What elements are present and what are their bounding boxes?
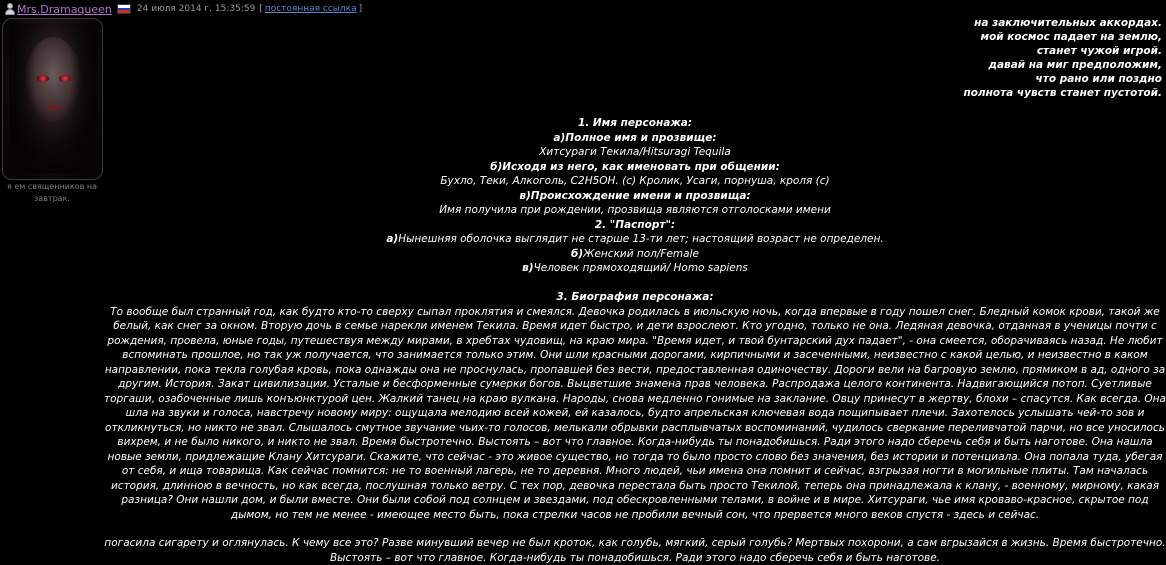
- poem-line: давай на миг предположим,: [988, 59, 1162, 71]
- passport-race-value: Человек прямоходящий/ Homo sapiens: [533, 262, 748, 274]
- avatar[interactable]: [2, 18, 103, 180]
- passport-race-label: в): [522, 262, 534, 274]
- section-title-biography: 3. Биография персонажа:: [556, 291, 714, 303]
- passport-age-label: а): [386, 233, 399, 245]
- poem-line: на заключительных аккордах.: [974, 17, 1162, 29]
- passport-age: [104, 232, 1166, 247]
- avatar-caption: я ем священников на завтрак.: [6, 182, 97, 203]
- section-title-name: 1. Имя персонажа:: [577, 117, 693, 129]
- passport-sex: [104, 247, 1166, 262]
- field-value-name-origin: Имя получила при рождении, прозвища являются отголосками имени: [439, 204, 831, 216]
- field-label-full-name: а)Полное имя и прозвище:: [553, 131, 717, 144]
- poem-line: станет чужой игрой.: [1036, 45, 1162, 57]
- post-body: [104, 116, 1166, 565]
- post-date: 24 июля 2014 г. 15:35:59: [136, 4, 256, 14]
- field-label-name-origin: в)Происхождение имени и прозвища:: [519, 189, 751, 202]
- biography-text: То вообще был странный год, как будто кто-то сверху сыпал проклятия и смеялся. Девочка родилась в июльскую ночь, когда впервые в году пошел снег. Бледный комок крови, такой же белый, как снег за окном. Вторую дочь в семье нарекли именем Текила. Время идет быстро, и дети взрослеют. Кто угодно, только не она. Ледяная девочка, отданная в ученицы почти с рождения, провела, юные годы, путешествуя между мирами, в хребтах чудовищ, на краю мира. "Время идет, и твой бунтарский дух падает", - она смеется, оборачиваясь назад. Не любит вспоминать прошлое, но так уж получается, что занимается только этим. Они шли красными дорогами, кирпичными и засеченными, неизвестно с какой целью, и неизвестно в каком направлении, пока текла голубая кровь, пока однажды она не проснулась, пропавшей без вести, предоставленная одиночеству. Дороги вели на багровую землю, прямиком в ад, одного за другим. История. Закат цивилизации. Усталые и бесформенные сумерки богов. Выцветшие знамена прав человека. Распродажа целого континента. Надвигающийся потоп. Суетливые торгаши, озабоченные лишь конъюнктурой цен. Жалкий танец на краю вулкана. Народы, снова медленно гонимые на заклание. Овцу принесут в жертву, блохи – спасутся. Как всегда. Она шла на звуки и голоса, навстречу новому миру: ощущала мелодию всей кожей, ей казалось, будто апрельская ключевая вода пощипывает плечи. Захотелось услышать чей-то зов и откликнуться, но никто не звал. Слышалось смутное звучание чьих-то голосов, мелькали обрывки расплывчатых воспоминаний, чудилось сверкание переливчатой парчи, но все уносилось вихрем, и не было никого, и никто не звал. Время быстротечно. Выстоять – вот что главное. Когда-нибудь ты понадобишься. Ради этого надо сберечь себя и быть наготове. Она нашла новые земли, придлежащие Клану Хитсураги. Скажите, что сейчас - это живое существо, но тогда то было просто слово без значения, без истории и потенциала. Она попала туда, убегая от себя, и ища товарища. Как сейчас помнится: не то военный лагерь, не то деревня. Много людей, чьи имена она помнит и сейчас, взгрызая ногти в могильные плиты. Там началась история, длинною в вечность, но как всегда, послушная только ветру. С тех пор, девочка перестала быть просто Текилой, теперь она принадлежала к клану, - военному, мирному, какая разница? Они нашли дом, и были вместе. Они были собой под солнцем и звездами, под обескровленными телами, в войне и в мире. Хитсураги, чье имя кроваво-красное, скрытое под дымом, но тем не менее - имеющее место быть, пока стрелки часов не пробили вечный сон, что прервется много веков спустя - здесь и сейчас.: [104, 305, 1166, 521]
- username-link[interactable]: Mrs.Dramaqueen: [17, 2, 112, 16]
- poem-line: мой космос падает на землю,: [980, 31, 1162, 43]
- bracket-open: [: [259, 4, 263, 14]
- permalink-link[interactable]: постоянная ссылка: [264, 4, 357, 14]
- spacer: [104, 276, 1166, 291]
- section-title-passport: 2. "Паспорт":: [594, 218, 676, 231]
- field-label-address-as: б)Исходя из него, как именовать при общении:: [490, 160, 780, 173]
- passport-race: [104, 261, 1166, 276]
- outro-text: погасила сигарету и оглянулась. К чему все это? Разве минувший вечер не был кроток, как голубь, мягкий, серый голубь? Мертвых похорони, а сам вгрызайся в жизнь. Время быстротечно. Выстоять – вот что главное. Когда-нибудь ты понадобишься. Ради этого надо сберечь себя и быть наготове.: [104, 537, 1166, 564]
- poem-line: что рано или поздно: [1035, 73, 1162, 85]
- field-value-full-name: Хитсураги Текила/Hitsuragi Tequila: [539, 146, 731, 158]
- passport-sex-label: б): [571, 247, 584, 260]
- passport-sex-value: Женский пол/Female: [583, 247, 699, 260]
- user-icon: [4, 2, 16, 16]
- poem-epigraph: [762, 16, 1162, 100]
- field-value-address-as: Бухло, Теки, Алкоголь, C2H5OH. (с) Кролик, Усаги, порнуша, кроля (с): [440, 175, 830, 187]
- bracket-close: ]: [358, 4, 363, 14]
- passport-age-value: Нынешняя оболочка выглядит не старше 13-ти лет; настоящий возраст не определен.: [398, 233, 884, 245]
- poem-line: полнота чувств станет пустотой.: [963, 87, 1162, 99]
- russia-flag-icon: [117, 4, 131, 14]
